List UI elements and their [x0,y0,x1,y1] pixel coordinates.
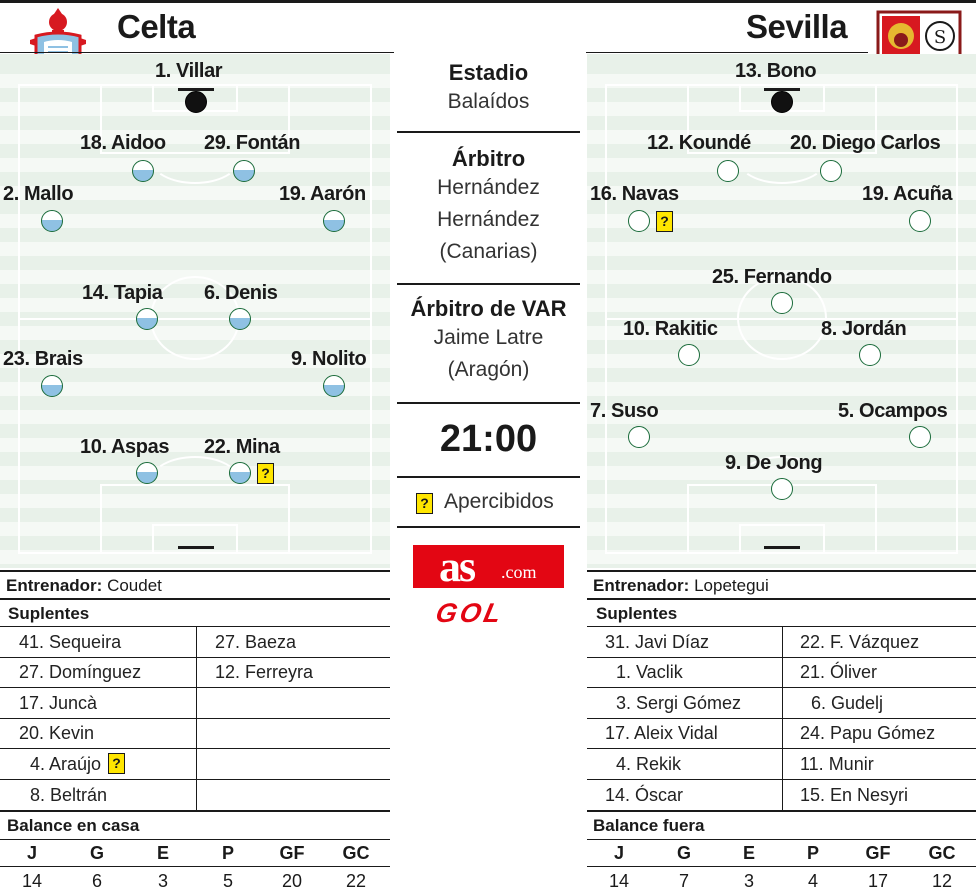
away-sub: 21. Óliver [800,662,878,682]
player-marker-acuna [909,210,931,232]
away-sub: 11. Munir [800,754,874,774]
home-stat-header: P [221,843,234,863]
away-sub: 1. Vaclik [616,662,683,682]
away-sub: 3. Sergi Gómez [616,693,742,713]
player-fontan: 29. Fontán [204,132,301,154]
home-stat-value: 3 [157,871,168,891]
home-subs-rule-2 [0,687,390,688]
away-stat-header: P [806,843,819,863]
away-coach-row [593,573,769,597]
away-subs-top-rule [587,598,976,600]
home-sub: 8. Beltrán [30,785,108,805]
player-brais: 23. Brais [3,348,83,370]
stadium-block [397,60,580,118]
home-subs-rule-1 [0,657,390,658]
away-subs-rule-6 [587,810,976,812]
kickoff-time: 21:00 [439,418,538,460]
home-subs-top-rule [0,598,390,600]
home-goal-line [178,88,214,91]
away-coach-name: Lopetegui [694,576,769,595]
player-acuna: 19. Acuña [862,183,953,205]
home-subs-rule-0 [0,626,390,627]
player-marker-de-jong [771,478,793,500]
home-team-name: Celta [117,8,196,45]
player-bono: 13. Bono [735,60,817,82]
home-title-rule [0,52,394,53]
away-balance-rule [587,839,976,840]
referee-line-1: Hernández [437,176,540,199]
home-coach-name: Coudet [107,576,162,595]
player-aaron: 19. Aarón [279,183,366,205]
player-kounde: 12. Koundé [647,132,751,154]
gol-logo: GOL [432,598,507,628]
away-sub: 15. En Nesyri [800,785,909,805]
player-marker-denis [229,308,251,330]
player-villar: 1. Villar [155,60,223,82]
home-stat-header: GF [279,843,305,863]
as-logo-main: as [439,542,475,591]
away-title-rule [586,52,868,53]
home-stat-header: J [26,843,37,863]
player-marker-tapia [136,308,158,330]
home-sub: 27. Baeza [215,632,297,652]
home-sub: 4. Araújo [30,754,102,774]
as-logo [413,542,564,591]
player-marker-aspas [136,462,158,484]
var-line-2: (Aragón) [447,358,530,381]
away-stat-header: G [676,843,691,863]
away-subs-label: Suplentes [596,604,678,623]
away-subs-divider [782,626,783,810]
away-stat-header: E [742,843,755,863]
center-divider-3 [397,402,580,404]
home-subs-rule-6 [0,810,390,812]
away-coach-top-rule [587,570,976,572]
home-subs-divider [196,626,197,810]
home-sub: 17. Juncà [19,693,98,713]
home-stat-value: 5 [222,871,233,891]
as-logo-suffix: .com [501,562,537,582]
referee-line-3: (Canarias) [439,240,538,263]
var-block [397,296,580,386]
away-sub: 24. Papu Gómez [800,723,936,743]
away-sub: 4. Rekik [616,754,682,774]
player-ocampos: 5. Ocampos [838,400,948,422]
home-subs-label: Suplentes [8,604,90,623]
referee-line-2: Hernández [437,208,540,231]
player-marker-villar [185,91,207,113]
booking-card-navas: ? [656,211,673,232]
center-divider-5 [397,526,580,528]
player-navas: 16. Navas [590,183,679,205]
player-suso: 7. Suso [590,400,659,422]
away-balance-label: Balance fuera [593,816,705,835]
away-sub: 14. Óscar [605,785,684,805]
away-stat-rule [587,866,976,867]
var-line-1: Jaime Latre [433,326,544,349]
center-divider-1 [397,131,580,133]
legend-card-icon: ? [416,493,433,514]
player-nolito: 9. Nolito [291,348,367,370]
away-stat-value: 3 [743,871,754,891]
player-tapia: 14. Tapia [82,282,163,304]
player-denis: 6. Denis [204,282,278,304]
player-marker-suso [628,426,650,448]
player-marker-fernando [771,292,793,314]
player-marker-fontan [233,160,255,182]
player-marker-mallo [41,210,63,232]
home-sub: 20. Kevin [19,723,95,743]
player-marker-ocampos [909,426,931,448]
home-stat-rule [0,866,390,867]
home-stat-header: E [156,843,169,863]
player-mina: 22. Mina [204,436,280,458]
booking-card-araujo: ? [108,753,125,774]
player-jordan: 8. Jordán [821,318,907,340]
player-mallo: 2. Mallo [3,183,74,205]
player-marker-nolito [323,375,345,397]
player-de-jong: 9. De Jong [725,452,823,474]
player-marker-kounde [717,160,739,182]
player-marker-mina [229,462,251,484]
center-divider-2 [397,283,580,285]
player-marker-aidoo [132,160,154,182]
referee-block [397,146,580,268]
away-sub: 31. Javi Díaz [605,632,710,652]
home-pitch [0,54,390,568]
away-stat-header: GF [865,843,891,863]
booked-legend-label: Apercibidos [444,490,554,513]
player-marker-navas [628,210,650,232]
home-stat-value: 6 [91,871,102,891]
stadium-label: Estadio [448,60,529,85]
away-stat-header: GC [928,843,956,863]
home-stat-value: 20 [281,871,303,891]
home-sub: 12. Ferreyra [215,662,314,682]
var-label: Árbitro de VAR [410,296,567,321]
player-marker-jordan [859,344,881,366]
player-fernando: 25. Fernando [712,266,832,288]
home-coach-top-rule [0,570,390,572]
player-aspas: 10. Aspas [80,436,170,458]
player-aidoo: 18. Aidoo [80,132,166,154]
home-sub: 41. Sequeira [19,632,122,652]
away-stat-value: 4 [807,871,818,891]
home-subs-rule-5 [0,779,390,780]
home-subs-rule-4 [0,748,390,749]
away-goal-line [764,88,800,91]
player-marker-aaron [323,210,345,232]
away-stat-value: 17 [867,871,889,891]
away-coach-label: Entrenador: [593,576,690,595]
player-marker-rakitic [678,344,700,366]
home-subs-rule-3 [0,718,390,719]
home-stat-value: 14 [21,871,43,891]
home-coach-row [6,573,162,597]
away-sub: 17. Aleix Vidal [605,723,718,743]
home-coach-label: Entrenador: [6,576,103,595]
home-sub: 27. Domínguez [19,662,142,682]
away-sub: 22. F. Vázquez [800,632,920,652]
player-marker-diego-carlos [820,160,842,182]
away-stat-value: 7 [678,871,689,891]
player-marker-brais [41,375,63,397]
home-stat-header: G [89,843,104,863]
center-divider-4 [397,476,580,478]
booking-card-mina: ? [257,463,274,484]
stadium-name: Balaídos [447,90,530,113]
away-stat-value: 12 [931,871,953,891]
away-stat-header: J [613,843,624,863]
home-balance-label: Balance en casa [7,816,140,835]
away-team-name: Sevilla [746,8,848,45]
away-sub: 6. Gudelj [811,693,884,713]
svg-text:S: S [933,27,947,48]
away-stat-value: 14 [608,871,630,891]
top-rule [0,0,976,3]
home-balance-rule [0,839,390,840]
home-stat-header: GC [342,843,370,863]
player-diego-carlos: 20. Diego Carlos [790,132,941,154]
referee-label: Árbitro [451,146,526,171]
home-stat-value: 22 [345,871,367,891]
player-marker-bono [771,91,793,113]
player-rakitic: 10. Rakitic [623,318,718,340]
